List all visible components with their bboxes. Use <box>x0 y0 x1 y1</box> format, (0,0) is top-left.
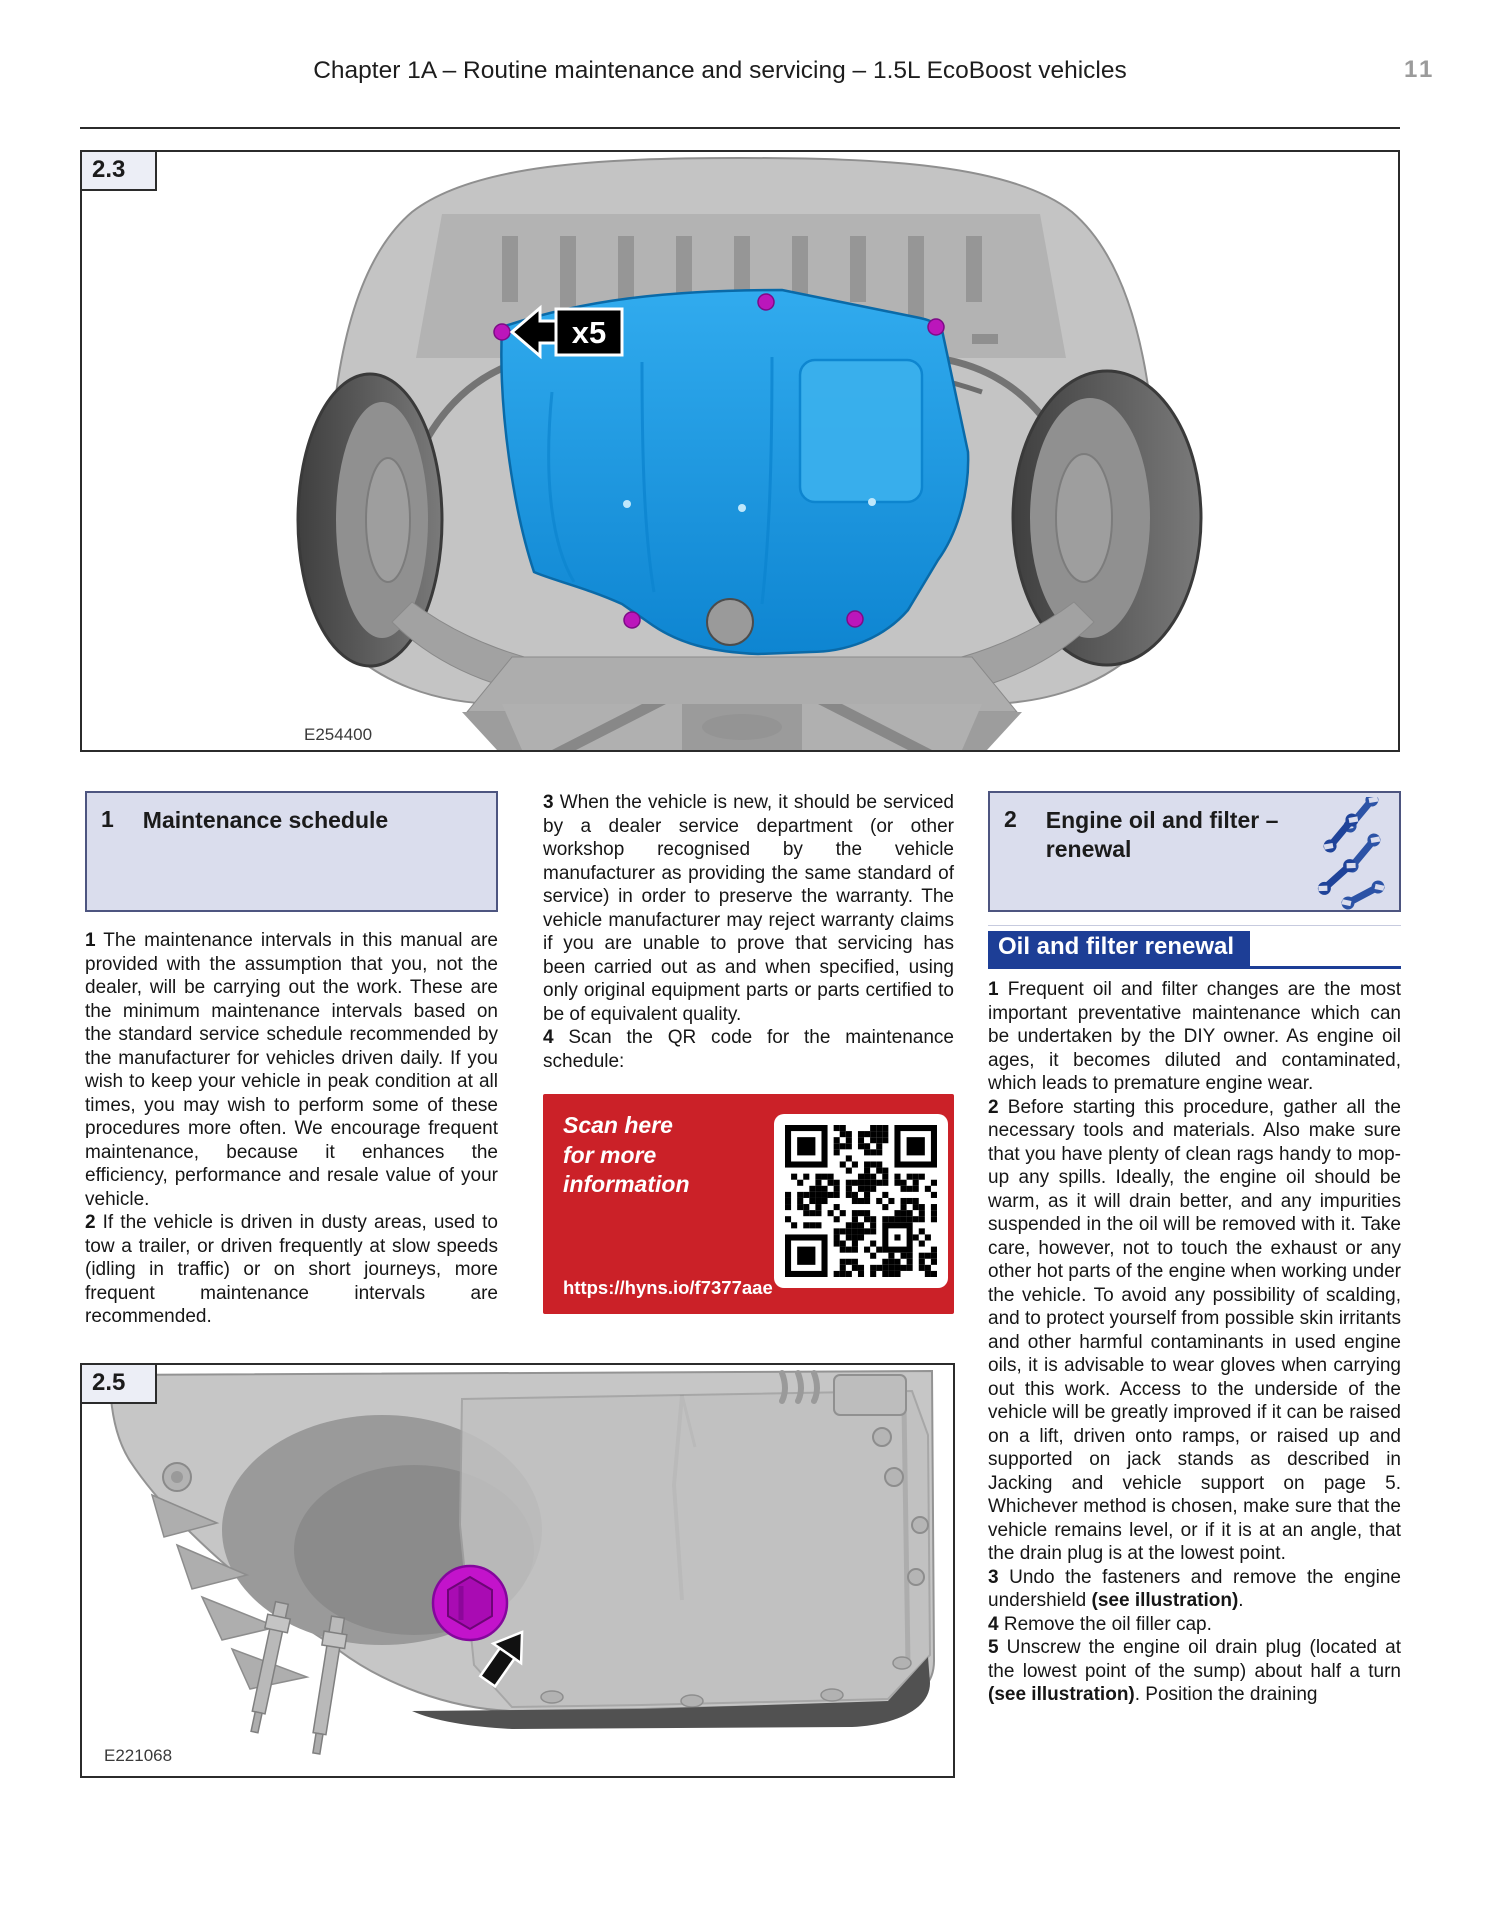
page-title: Chapter 1A – Routine maintenance and servicing – 1.5L EcoBoost vehicles <box>313 57 1127 84</box>
undershield-illustration <box>82 152 1398 750</box>
paragraph: 4 Scan the QR code for the maintenance schedule: <box>543 1027 954 1072</box>
paragraph: 1 Frequent oil and filter changes are the most important preventative maintenance which can be undertaken by the DIY owner. As engine oil ages, it becomes diluted and contaminated, which leads to premature engine wear. <box>988 979 1401 1094</box>
section-title-line: Engine oil and filter – <box>1045 807 1279 833</box>
qr-url: https://hyns.io/f7377aae <box>563 1277 773 1298</box>
section-number: 2 <box>1004 806 1017 832</box>
figure-label: 2.3 <box>80 150 157 191</box>
paragraph: 5 Unscrew the engine oil drain plug (located at the lowest point of the sump) about half a turn (see illustration). Position the draining <box>988 1637 1401 1705</box>
paragraph: 2 If the vehicle is driven in dusty areas, used to tow a trailer, or driven frequently at slow speeds (idling in traffic) or on short journeys, more frequent maintenance intervals are recommended. <box>85 1212 498 1327</box>
wrench-icon <box>1307 797 1391 911</box>
subsection-heading-bar <box>988 931 1401 969</box>
qr-promo-text: information <box>563 1171 690 1197</box>
sump-casting <box>110 1371 934 1755</box>
header-rule <box>80 127 1400 129</box>
figure-2-3 <box>80 150 1400 752</box>
qr-promo-text: for more <box>563 1141 657 1168</box>
section-1-heading-box <box>85 791 498 912</box>
page-number: 11 <box>1404 56 1436 83</box>
paragraph: 2 Before starting this procedure, gather all the necessary tools and materials. Also make sure that you have plenty of clean rags handy to mop-up any spills. Ideally, the engine oil should be warm, as it will drain better, and any impurities suspended in the oil will be removed with it. Take care, however, not to touch the exhaust or any other hot parts of the engine when working under the vehicle. To avoid any possibility of scalding, and to protect yourself from possible skin irritants and other harmful contaminants in used engine oils, it is advisable to wear gloves when carrying out this work. Access to the underside of the vehicle will be greatly improved if it can be raised on a lift, driven onto ramps, or raised up and supported on jack stands as described in Jacking and vehicle support on page 5. Whichever method is chosen, make sure that the vehicle remains level, or if it is at an angle, that the drain plug is at the lowest point. <box>988 1096 1401 1564</box>
right-wheel <box>1013 371 1201 665</box>
qr-promo-text: Scan here <box>563 1112 673 1138</box>
qr-promo-box <box>543 1094 954 1314</box>
figure-code: E221068 <box>104 1746 173 1765</box>
section-number: 1 <box>101 806 114 832</box>
x5-callout-label: x5 <box>571 315 607 350</box>
paragraph: 3 When the vehicle is new, it should be serviced by a dealer service department (or other workshop recognised by the vehicle manufacturer as providing the same standard of service) in order to preserve the warranty. The vehicle manufacturer may reject warranty claims if you are unable to prove that servicing has been carried out as and when specified, using only original equipment parts or parts certified to be of equivalent quality. <box>543 792 954 1025</box>
column-middle <box>543 791 954 1314</box>
figure-label: 2.5 <box>80 1363 157 1404</box>
subsection-hairline <box>988 925 1401 926</box>
paragraph: 4 Remove the oil filler cap. <box>988 1613 1212 1635</box>
subsection-heading: Oil and filter renewal <box>988 931 1250 966</box>
figure-code: E254400 <box>304 725 373 744</box>
paragraph: 1 The maintenance intervals in this manual are provided with the assumption that you, not the dealer, will be carrying out the work. These are the minimum maintenance intervals based on the standard service schedule recommended by the manufacturer for vehicles driven daily. If you wish to keep your vehicle in peak condition at all times, you may wish to perform some of these procedures more often. We encourage frequent maintenance, because it enhances the efficiency, performance and resale value of your vehicle. <box>85 930 498 1210</box>
section-title-line: renewal <box>1045 836 1132 862</box>
sump-illustration <box>82 1365 953 1776</box>
qr-code-panel <box>774 1114 948 1288</box>
column-right <box>988 791 1401 1707</box>
section-title <box>1046 806 1279 910</box>
spanner-icon <box>1315 797 1387 911</box>
section-title: Maintenance schedule <box>142 807 389 833</box>
drain-plug <box>433 1566 507 1640</box>
paragraph: 3 Undo the fasteners and remove the engine undershield (see illustration). <box>988 1566 1401 1611</box>
qr-code-icon <box>785 1125 937 1277</box>
figure-2-5 <box>80 1363 955 1778</box>
section-2-heading-box <box>988 791 1401 912</box>
column-left <box>85 791 498 1329</box>
